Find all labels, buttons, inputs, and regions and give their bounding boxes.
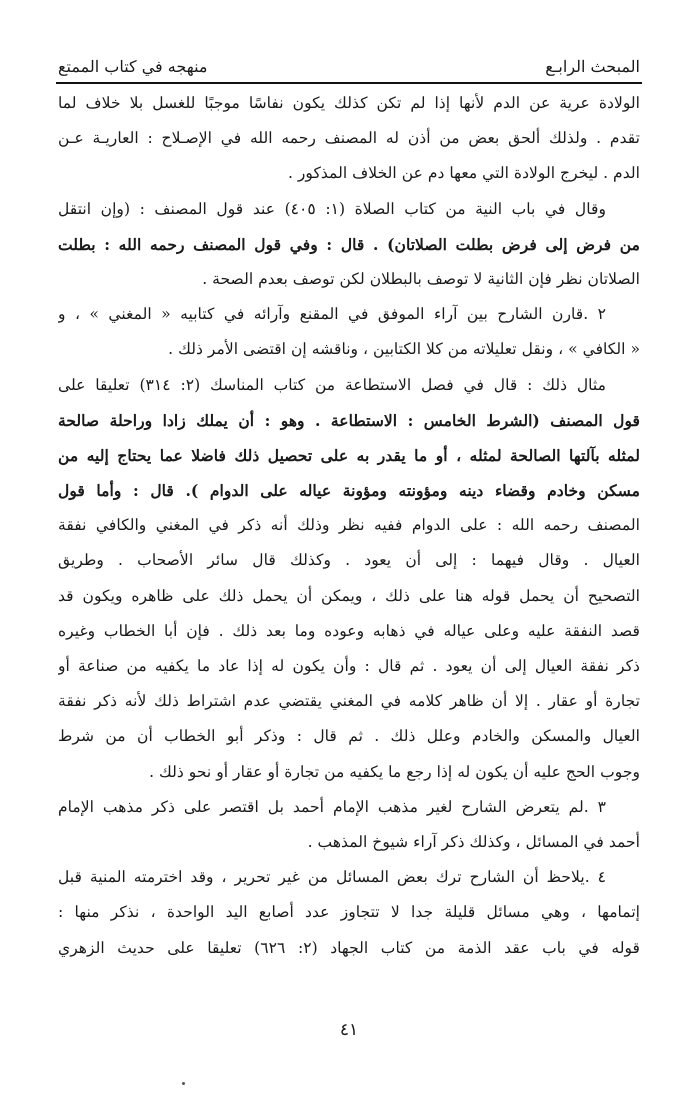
text-line: تجارة أو عقار . إلا أن ظاهر كلامه في المغني يقتضي عدم اشتراط ذلك لأنه ذكر نفقة [58, 692, 640, 711]
text-line: مسكن وخادم وقضاء دينه ومؤونته ومؤونة عياله على الدوام ). قال : وأما قول [58, 481, 640, 501]
text-line: الدم . ليخرج الولادة التي معها دم عن الخلاف المذكور . [287, 164, 640, 183]
text-line: العيال . وقال فيهما : إلى أن يعود . وكذلك قال سائر الأصحاب . وطريق [58, 551, 640, 570]
list-item-3: ٣ .لم يتعرض الشارح لغير مذهب الإمام أحمد بل اقتصر على ذكر مذهب الإمام [58, 797, 606, 816]
text-line: المصنف رحمه الله : على الدوام ففيه نظر وذلك أنه ذكر في المغني والكافي نفقة [58, 516, 640, 535]
text-line: إتمامها ، وهي مسائل قليلة جدا لا تتجاوز عدد أصابع اليد الواحدة ، نذكر منها : [58, 903, 640, 922]
header-section-title: المبحث الرابـع [545, 57, 640, 76]
text-line: قصد النفقة عليه وعلى عياله في ذهابه وعوده وما بعد ذلك . فإن أبا الخطاب وغيره [58, 621, 640, 640]
text-line: الولادة عرية عن الدم لأنها إذا لم تكن كذلك يكون نفاسًا موجبًا للغسل بلا خلاف لما [58, 94, 640, 112]
body-text [58, 86, 640, 966]
text-line: من فرض إلى فرض بطلت الصلاتان) . قال : وفي قول المصنف رحمه الله : بطلت [58, 234, 640, 254]
text-line: العيال والمسكن والخادم وعلل ذلك . ثم قال : وذكر أبو الخطاب أن من شرط [58, 727, 640, 746]
list-item-2: ٢ .قارن الشارح بين آراء الموفق في المقنع وآرائه في كتابيه « المغني » ، و [58, 305, 606, 324]
scan-speck [182, 1082, 185, 1085]
text-line: وجوب الحج عليه أن يكون له إذا رجع ما يكفيه من تجارة أو عقار أو نحو ذلك . [149, 762, 640, 781]
list-item-4: ٤ .يلاحظ أن الشارح ترك بعض المسائل من غير تحرير ، وقد اخترمته المنية قبل [58, 868, 606, 887]
running-header [58, 42, 640, 76]
text-line: الصلاتان نظر فإن الثانية لا توصف بالبطلان لكن توصف بعدم الصحة . [202, 269, 640, 288]
text-line: ذكر نفقة العيال إلى أن يعود . ثم قال : وأن يكون له إذا عاد ما يكفيه من صناعة أو [58, 657, 640, 675]
text-line: قوله في باب عقد الذمة من كتاب الجهاد (٢: ٦٢٦) تعليقا على حديث الزهري [58, 938, 640, 957]
text-line: وقال في باب النية من كتاب الصلاة (١: ٤٠٥) عند قول المصنف : (وإن انتقل [58, 199, 606, 218]
text-line: لمثله بآلتها الصالحة لمثله ، أو ما يقدر به على تحصيل ذلك فاضلا عما يحتاج إليه من [58, 445, 640, 465]
header-chapter-title: منهجه في كتاب الممتع [58, 57, 208, 76]
text-line: التصحيح أن يحمل قوله هنا على ذلك ، ويمكن أن يحمل ذلك على ظاهره ويكون قد [58, 586, 640, 605]
text-line: أحمد في المسائل ، وكذلك ذكر آراء شيوخ المذهب . [307, 832, 640, 851]
header-divider [56, 82, 642, 84]
text-line: قول المصنف (الشرط الخامس : الاستطاعة . وهو : أن يملك زادا وراحلة صالحة [58, 410, 640, 430]
text-line: مثال ذلك : قال في فصل الاستطاعة من كتاب المناسك (٢: ٣١٤) تعليقا على [58, 375, 606, 394]
page-number: ٤١ [339, 1020, 359, 1040]
text-line: تقدم . ولذلك ألحق بعض من أذن له المصنف رحمه الله في الإصـلاح : العاريـة عـن [58, 129, 640, 148]
text-line: « الكافي » ، ونقل تعليلاته من كلا الكتابين ، وناقشه إن اقتضى الأمر ذلك . [168, 340, 640, 359]
